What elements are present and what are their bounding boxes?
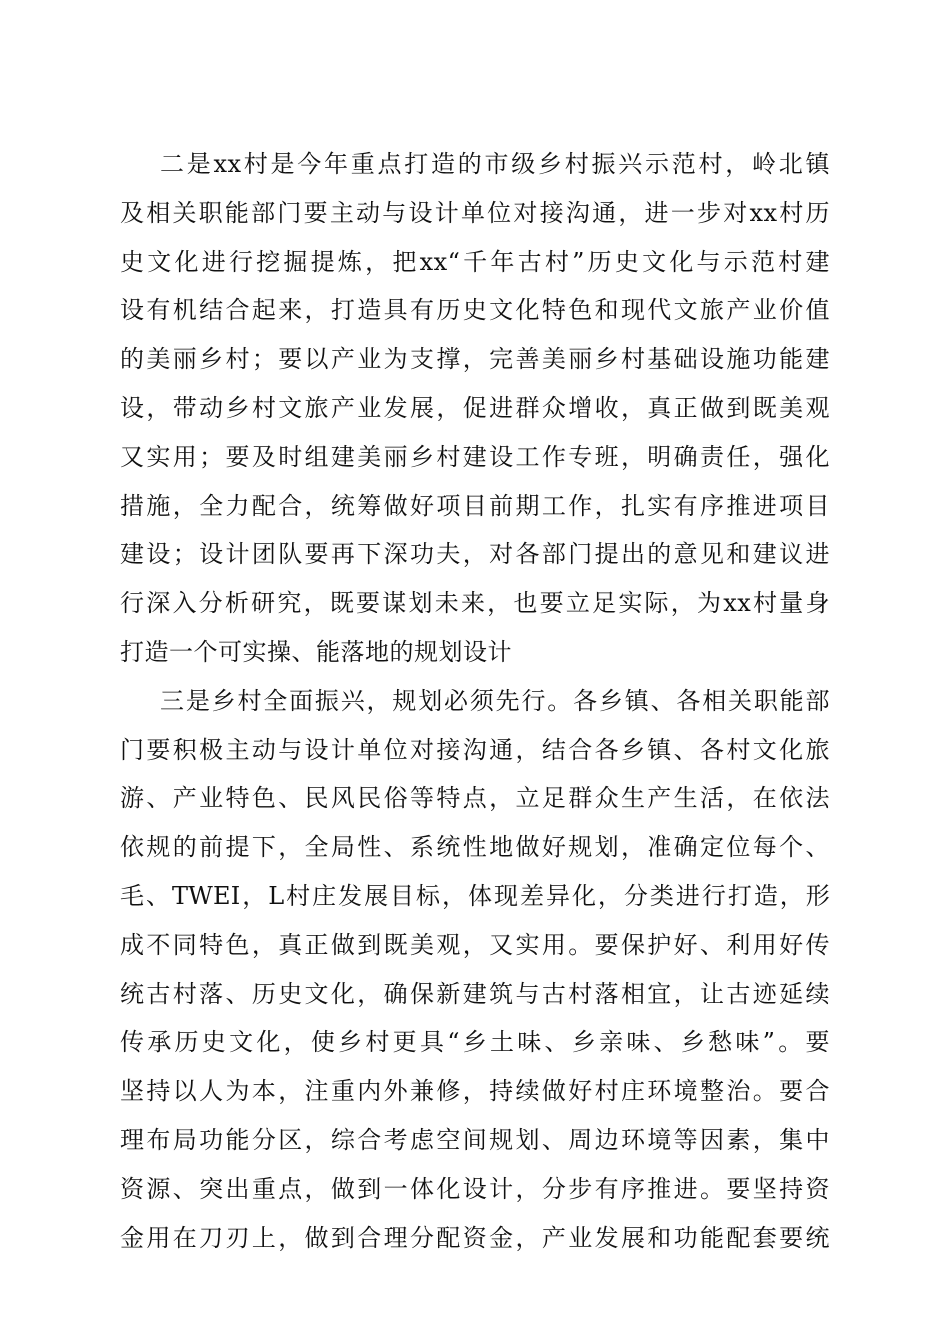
paragraph-line: 设，带动乡村文旅产业发展，促进群众增收，真正做到既美观 (120, 393, 830, 422)
paragraph-line: 行深入分析研究，既要谋划未来，也要立足实际，为xx村量身 (120, 589, 830, 618)
paragraph-line: 金用在刀刃上，做到合理分配资金，产业发展和功能配套要统 (120, 1223, 830, 1252)
paragraph-line: 建设；设计团队要再下深功夫，对各部门提出的意见和建议进 (120, 540, 830, 569)
paragraph-line: 统古村落、历史文化，确保新建筑与古村落相宜，让古迹延续 (120, 979, 830, 1008)
paragraph-line: 又实用；要及时组建美丽乡村建设工作专班，明确责任，强化 (120, 442, 830, 471)
paragraph-line: 理布局功能分区，综合考虑空间规划、周边环境等因素，集中 (120, 1125, 830, 1154)
paragraph-line: 毛、TWEI，L村庄发展目标，体现差异化，分类进行打造，形 (120, 881, 830, 910)
paragraph-line: 设有机结合起来，打造具有历史文化特色和现代文旅产业价值 (120, 296, 830, 325)
paragraph-line: 坚持以人为本，注重内外兼修，持续做好村庄环境整治。要合 (120, 1077, 830, 1106)
paragraph-line: 及相关职能部门要主动与设计单位对接沟通，进一步对xx村历 (120, 198, 830, 227)
paragraph-line: 传承历史文化，使乡村更具“乡土味、乡亲味、乡愁味”。要 (120, 1028, 830, 1057)
paragraph-line: 打造一个可实操、能落地的规划设计 (120, 637, 512, 666)
paragraph-line: 史文化进行挖掘提炼，把xx“千年古村”历史文化与示范村建 (120, 247, 830, 276)
paragraph-3 (120, 677, 830, 1263)
paragraph-2 (120, 140, 830, 677)
paragraph-line: 门要积极主动与设计单位对接沟通，结合各乡镇、各村文化旅 (120, 735, 830, 764)
paragraph-line: 三是乡村全面振兴，规划必须先行。各乡镇、各相关职能部 (160, 686, 830, 715)
paragraph-line: 资源、突出重点，做到一体化设计，分步有序推进。要坚持资 (120, 1174, 830, 1203)
paragraph-line: 措施，全力配合，统筹做好项目前期工作，扎实有序推进项目 (120, 491, 830, 520)
paragraph-line: 的美丽乡村；要以产业为支撑，完善美丽乡村基础设施功能建 (120, 345, 830, 374)
paragraph-line: 依规的前提下，全局性、系统性地做好规划，准确定位每个、 (120, 833, 830, 862)
paragraph-line: 二是xx村是今年重点打造的市级乡村振兴示范村，岭北镇 (160, 150, 830, 178)
paragraph-line: 成不同特色，真正做到既美观，又实用。要保护好、利用好传 (120, 930, 830, 959)
paragraph-line: 游、产业特色、民风民俗等特点，立足群众生产生活，在依法 (120, 784, 830, 813)
document-body (120, 140, 830, 1262)
